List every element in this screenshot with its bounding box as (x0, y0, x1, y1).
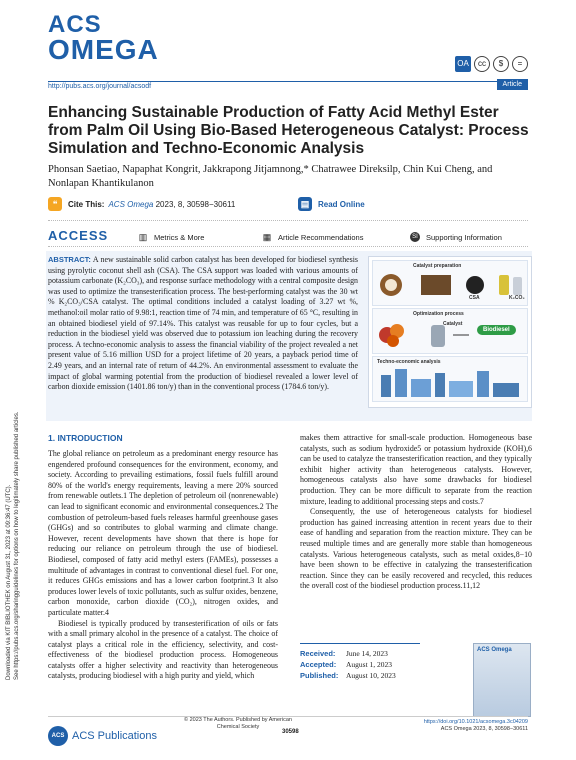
toc-graphic[interactable] (368, 256, 532, 408)
abstract (48, 255, 358, 393)
copyright: © 2023 The Authors. Published by American Chemical Society (184, 717, 292, 730)
cite-this[interactable] (48, 194, 288, 214)
toc-label: Techno-economic analysis (377, 359, 441, 365)
cite-label: Cite This: (68, 199, 105, 209)
publisher-name: ACS Publications (72, 730, 157, 742)
received-row (300, 648, 420, 659)
bar-chart-icon: ▥ (138, 232, 148, 242)
toc-label: Optimization process (413, 311, 464, 317)
intro-left-column (48, 449, 278, 682)
divider (48, 220, 528, 221)
metrics-link[interactable] (138, 232, 204, 242)
citation-line: ACS Omega 2023, 8, 30598−30611 (440, 726, 528, 732)
read-online-icon: ▤ (298, 197, 312, 211)
download-notice-line: Downloaded via KIT BIBLIOTHEK on August 31, 2023 at 09:36:47 (UTC). (6, 484, 12, 680)
read-online-button[interactable] (298, 194, 365, 214)
recommendations-link[interactable] (262, 232, 363, 242)
abstract-text: A new sustainable solid carbon catalyst has been developed for biodiesel synthesis using pyrolytic coconut shell ash (CSA). The CSA support was loaded with various amounts of potassium carbonate (K₂CO₃), and response surface methodology with a central composite design was used to optimize the transesterification process. The best-performing catalyst was the 30 wt % K₂CO₃/CSA catalyst. The optimal conditions included a catalyst loading of 3.27 wt %, methanol:oil molar ratio of 9.98:1, reaction time of 74 min, and temperature of 65 °C, resulting in an obtained biodiesel yield of 97.14%. This catalyst was reusable for up to four cycles, but a reduction in the biodiesel yield was observed due to potassium ion leaching during the recovery process. A techno-economic analysis to assess the financial viability of the project revealed a net present value of 5.16 million USD for a project lifetime of 20 years, a payback period time of 2.49 years, and an internal rate of return of 44.2%. An environmental assessment to evaluate the impact of global warming potential from the production of biodiesel revealed a lower level of carbon dioxide emission (1401.86 ton/y) than in the conventional process (1784.6 ton/y). (48, 255, 358, 392)
divider (48, 246, 528, 247)
download-notice (6, 300, 22, 680)
cite-reference: 2023, 8, 30598−30611 (155, 199, 236, 209)
supporting-info-link[interactable] (410, 232, 502, 242)
paragraph: Biodiesel is typically produced by transesterification of oils or fats with a small primary alcohol in the presence of a catalyst. The choice of catalyst plays a critical role in the efficiency, selectivity, and cost-effectiveness of the biodiesel production process. Homogeneous catalysts offer a higher selectivity and reactivity than heterogeneous catalysts, producing biodiesel with a high purity and yield, which (48, 618, 278, 681)
acs-seal-icon: ACS (48, 726, 68, 746)
noncommercial-icon: $ (493, 56, 509, 72)
process-plant-icon (373, 361, 527, 401)
read-online-label: Read Online (318, 199, 365, 209)
supporting-info-label: Supporting Information (426, 232, 502, 242)
published-label: Published: (300, 671, 339, 680)
paragraph: makes them attractive for small-scale production. Homogeneous base catalysts, such as sodium hydroxide5 or potassium hydroxide (KOH),6 can be used to catalyze the transesterification reaction, and they typically exhibit higher activity than heterogeneous catalysts. However, homogeneous catalysts also have some drawbacks for biodiesel production. They can be more difficult to separate from the reaction mixture, leading to additional processing steps and costs.7 (300, 433, 532, 506)
journal-url[interactable]: http://pubs.acs.org/journal/acsodf (48, 83, 152, 90)
access-label: ACCESS (48, 228, 109, 243)
doi-link[interactable]: https://doi.org/10.1021/acsomega.3c04209 (423, 719, 528, 725)
article-dates (300, 643, 420, 681)
cc-icon: cc (474, 56, 490, 72)
coconut-icon (373, 263, 527, 303)
intro-right-column (300, 433, 532, 592)
accepted-row (300, 659, 420, 670)
toc-label: K₂CO₃ (509, 295, 525, 301)
author-list: Phonsan Saetiao, Napaphat Kongrit, Jakkrapong Jitjamnong,* Chatrawee Direksilp, Chin Kui Cheng, and Nonlapan Khantikulanon (48, 164, 493, 189)
received-label: Received: (300, 649, 336, 658)
paragraph: The global reliance on petroleum as a predominant energy resource has engendered profound consequences for the environment, economy, and society. According to prevailing estimations, fossil fuels fulfill around 80% of the world's energy requirements, leaving a mere 20% sourced from renewable outlets.1 The depletion of petroleum oil (nonrenewable) can lead to significant economic and environmental consequences.2 The combustion of petroleum-based fuels releases harmful greenhouse gases (GHGs) and so contributes to global warming and climate change. However, recent developments have shown that there is hope for reducing our reliance on petroleum through the use of biodiesel. Biodiesel, composed of fatty acid methyl esters (FAMEs), possesses a multitude of advantages in contrast to conventional diesel fuel. For one, it reduces GHGs emissions and has a lower carbon footprint.3 It also produces lower levels of toxic pollutants, such as sulfur oxides, benzene, carbon monoxide, carbon dioxide (CO₂), nitrogen oxides, and particulate matter.4 (48, 449, 278, 617)
toc-techno-economic (372, 356, 528, 402)
toc-label: CSA (469, 295, 480, 301)
journal-logo-acs: ACS (48, 11, 102, 38)
sharing-guidelines-line[interactable]: See https://pubs.acs.org/sharingguidelines for options on how to legitimately share published articles. (14, 411, 20, 680)
toc-catalyst-prep (372, 260, 528, 306)
abstract-label: ABSTRACT: (48, 255, 91, 264)
toc-label: Catalyst preparation (413, 263, 462, 269)
page-number: 30598 (282, 729, 299, 735)
toc-optimization (372, 308, 528, 354)
cover-title: ACS Omega (477, 647, 512, 653)
document-list-icon: ▦ (262, 232, 272, 242)
journal-logo-omega: OMEGA (48, 34, 159, 65)
accepted-date: August 1, 2023 (346, 660, 393, 669)
toc-label: Catalyst (443, 321, 463, 327)
journal-logo[interactable] (48, 11, 159, 65)
published-row (300, 670, 420, 681)
cite-journal[interactable]: ACS Omega (108, 199, 154, 209)
doi-block (424, 719, 528, 733)
supporting-info-icon: SI (410, 232, 420, 242)
license-icons (455, 56, 528, 72)
quote-icon: ❝ (48, 197, 62, 211)
recommendations-label: Article Recommendations (278, 232, 364, 242)
journal-cover-thumbnail[interactable] (473, 643, 531, 717)
noderivatives-icon: = (512, 56, 528, 72)
article-title: Enhancing Sustainable Production of Fatty Acid Methyl Ester from Palm Oil Using Bio-Based Heterogeneous Catalyst: Process Simulation and Techno-Economic Analysis (48, 104, 529, 157)
open-access-icon: OA (455, 56, 471, 72)
metrics-label: Metrics & More (154, 232, 205, 242)
published-date: August 10, 2023 (346, 671, 396, 680)
acs-publications-logo[interactable] (48, 726, 157, 746)
received-date: June 14, 2023 (346, 649, 388, 658)
paragraph: Consequently, the use of heterogeneous catalysts for biodiesel production has gained increasing attention in recent years due to their ease of handling and separation from the reaction mixture. They can be reused multiple times and are generally more stable than homogeneous catalysts. Various heterogeneous catalysts, such as metal oxides,8−10 have been shown to be effective in catalyzing the transesterification reaction. Since they can be easily recovered and recycled, this reduces the overall cost of the biodiesel production process.11,12 (300, 507, 532, 591)
article-type-badge: Article (497, 79, 528, 90)
toc-label: Biodiesel (477, 325, 516, 335)
section-heading: 1. INTRODUCTION (48, 433, 123, 443)
accepted-label: Accepted: (300, 660, 337, 669)
